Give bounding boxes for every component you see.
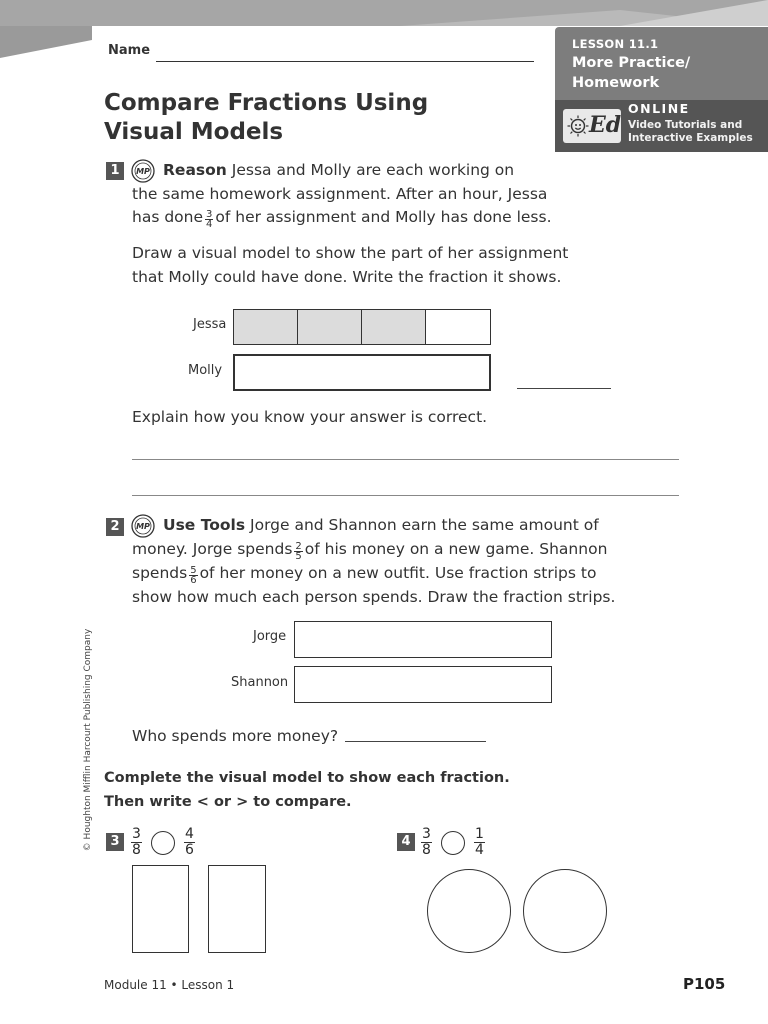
lesson-badge	[555, 27, 768, 100]
online-desc-line1: Video Tutorials and	[628, 119, 743, 131]
problem3-model-rect-left[interactable]	[132, 865, 189, 953]
problem2-line4: show how much each person spends. Draw the fraction strips.	[132, 588, 616, 606]
jessa-strip-part-shaded	[362, 310, 426, 344]
explain-prompt: Explain how you know your answer is correct.	[132, 408, 488, 426]
problem4-compare-circle[interactable]	[441, 831, 465, 855]
problem2-line3: spends $\frac{5}{6}$ of her money on a new outfit. Use fraction strips to	[132, 564, 597, 586]
problem1-line3	[132, 206, 552, 230]
jessa-fraction-strip	[233, 309, 491, 345]
jessa-strip-part-shaded	[234, 310, 298, 344]
problem1-line4: Draw a visual model to show the part of her assignment	[132, 244, 569, 262]
page-number: P105	[683, 975, 726, 993]
problem1-line3-after: of her assignment and Molly has done less.	[215, 208, 552, 226]
instructions	[104, 766, 510, 814]
problem3-left-fraction: $\frac{3}{8}$	[132, 826, 141, 858]
page-title-line1: Compare Fractions Using	[104, 90, 429, 116]
online-resources-panel[interactable]	[555, 100, 768, 152]
explain-answer-line-1[interactable]	[132, 459, 679, 460]
problem-number-2: 2	[106, 518, 124, 536]
jessa-strip-part-unshaded	[426, 310, 490, 344]
smiley-sun-icon	[567, 115, 589, 137]
ed-logo	[563, 109, 621, 143]
mp-icon-text: MP	[136, 167, 150, 176]
mp-use-tools-icon	[131, 514, 155, 538]
jessa-label: Jessa	[193, 317, 227, 332]
page-title	[104, 89, 524, 147]
fraction-2-5: $\frac{2}{5}$	[295, 541, 302, 562]
problem4-model-circle-left[interactable]	[427, 869, 511, 953]
problem1-line1	[163, 159, 514, 183]
mp-icon-text: MP	[136, 522, 150, 531]
name-label: Name	[108, 43, 151, 58]
online-description	[628, 119, 763, 145]
jorge-label: Jorge	[253, 629, 287, 644]
shannon-fraction-strip[interactable]	[294, 666, 552, 703]
footer-module-lesson: Module 11 • Lesson 1	[104, 978, 235, 992]
problem1-line2: the same homework assignment. After an hour, Jessa	[132, 185, 548, 203]
problem1-text-line1: Jessa and Molly are each working on	[231, 161, 515, 179]
copyright-notice: © Houghton Mifflin Harcourt Publishing Company	[83, 628, 93, 852]
fraction-5-6: $\frac{5}{6}$	[190, 565, 197, 586]
problem2-heading: Use Tools	[163, 516, 246, 534]
lesson-number: LESSON 11.1	[572, 37, 659, 51]
problem3-right-fraction: $\frac{4}{6}$	[185, 826, 194, 858]
jorge-fraction-strip[interactable]	[294, 621, 552, 658]
online-desc-line2: Interactive Examples	[628, 132, 753, 144]
jessa-strip-part-shaded	[298, 310, 362, 344]
problem1-heading: Reason	[163, 161, 227, 179]
lesson-type-line2: Homework	[572, 75, 660, 91]
explain-answer-line-2[interactable]	[132, 495, 679, 496]
problem2-line2: money. Jorge spends $\frac{2}{5}$ of his money on a new game. Shannon	[132, 540, 608, 562]
problem-number-3: 3	[106, 833, 124, 851]
ed-logo-text: Ed	[589, 112, 622, 138]
problem3-compare-circle[interactable]	[151, 831, 175, 855]
instructions-line1: Complete the visual model to show each fraction.	[104, 770, 510, 786]
problem4-model-circle-right[interactable]	[523, 869, 607, 953]
shannon-label: Shannon	[231, 675, 289, 690]
problem-number-1: 1	[106, 162, 124, 180]
page-corner	[92, 26, 106, 40]
problem4-right-fraction: $\frac{1}{4}$	[475, 826, 484, 858]
problem2-text-line1: Jorge and Shannon earn the same amount of	[250, 516, 599, 534]
problem1-line3-before: has done	[132, 208, 204, 226]
molly-label: Molly	[188, 363, 223, 378]
problem2-line1	[163, 514, 599, 538]
who-spends-more-answer-line[interactable]	[345, 741, 486, 742]
problem3-model-rect-right[interactable]	[208, 865, 266, 953]
problem4-left-fraction: $\frac{3}{8}$	[422, 826, 431, 858]
molly-fraction-strip[interactable]	[233, 354, 491, 391]
mp-reason-icon	[131, 159, 155, 183]
who-spends-more-question: Who spends more money?	[132, 727, 339, 745]
lesson-type	[572, 53, 690, 93]
problem1-line5: that Molly could have done. Write the fraction it shows.	[132, 268, 562, 286]
lesson-type-line1: More Practice/	[572, 55, 691, 71]
page-title-line2: Visual Models	[104, 119, 284, 145]
problem-number-4: 4	[397, 833, 415, 851]
fraction-3-4: $\frac{3}{4}$	[206, 209, 213, 230]
molly-fraction-answer-line[interactable]	[517, 388, 611, 389]
name-field-line[interactable]	[156, 61, 534, 62]
online-label: ONLINE	[628, 101, 690, 116]
instructions-line2: Then write < or > to compare.	[104, 794, 352, 810]
